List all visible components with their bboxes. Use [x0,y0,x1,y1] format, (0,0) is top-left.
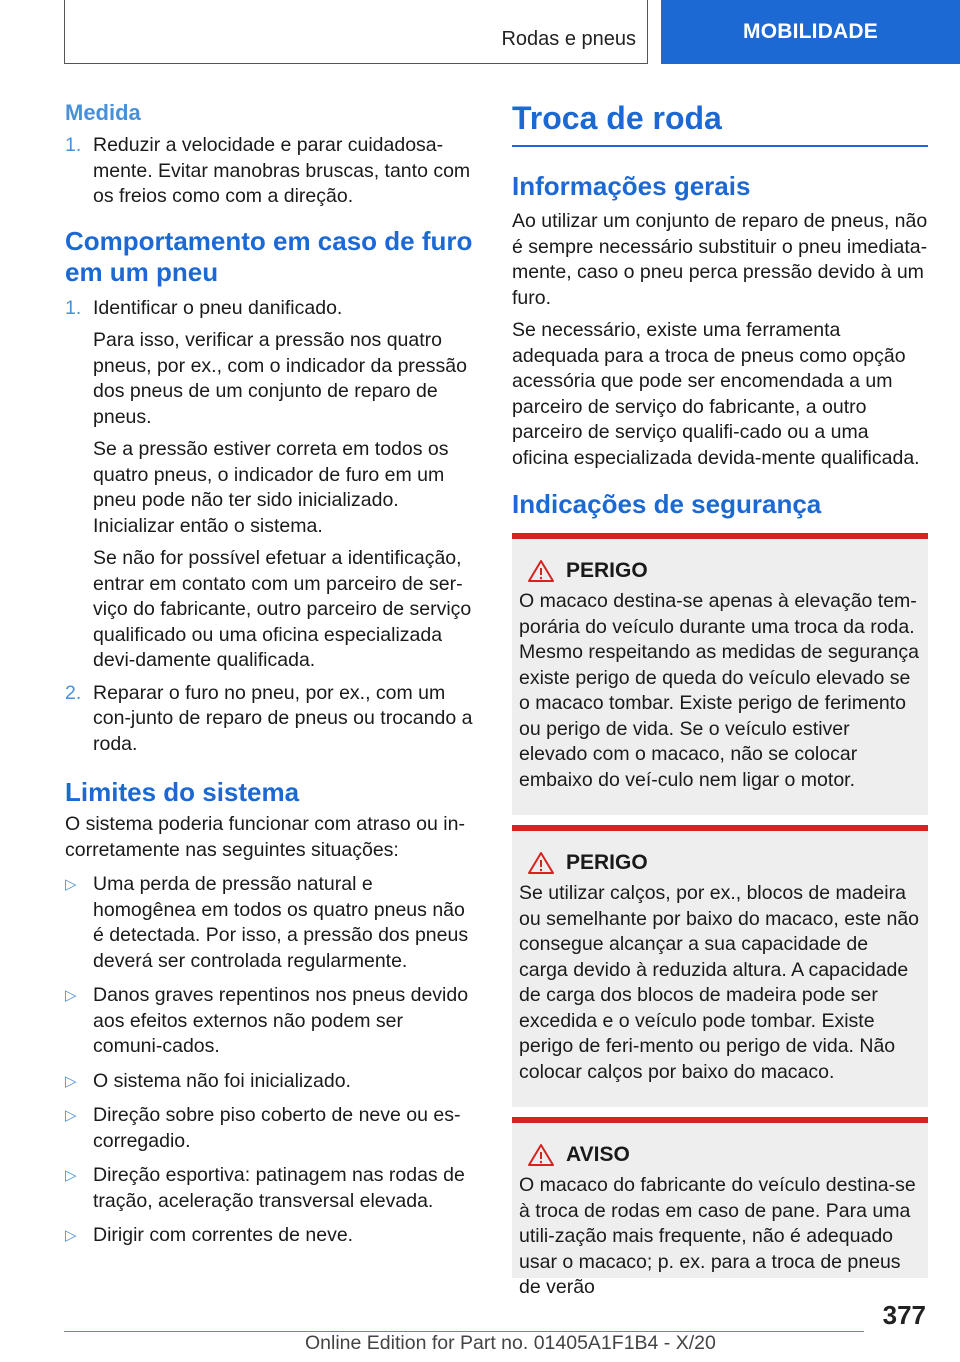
list-item [65,681,477,758]
warning-title: PERIGO [566,851,648,874]
step-text: Para isso, verificar a pressão nos quatro pneus, por ex., com o indicador da pressão dos pneus de um conjunto de reparo de pneus. [93,329,467,428]
warning-title: PERIGO [566,559,648,582]
footer-edition: Online Edition for Part no. 01405A1F1B4 - X/20 [305,1332,716,1354]
heading-troca-de-roda: Troca de roda [512,100,928,147]
step-text: Reparar o furo no pneu, por ex., com um con-junto de reparo de pneus ou trocando a roda. [93,681,473,755]
bullet-text: Direção esportiva: patinagem nas rodas de tração, aceleração transversal elevada. [93,1164,465,1212]
bullet-text: Danos graves repentinos nos pneus devido aos efeitos externos não podem ser comuni-cados. [93,984,469,1057]
warning-text: O macaco do fabricante do veículo destina-se à troca de rodas em caso de pane. Para uma utili-zação mais frequente, não é adequado usar o macaco; p. ex. para a troca de pneus de verão [519,1174,916,1298]
heading-limites: Limites do sistema [65,777,300,807]
bullet-triangle-icon: ▷ [65,1107,77,1124]
step-number: 1. [65,134,82,156]
heading-medida: Medida [65,100,141,125]
bullet-text: Direção sobre piso coberto de neve ou es-corregadio. [93,1104,461,1152]
warning-box-perigo-1 [512,533,928,815]
step-text: Se a pressão estiver correta em todos os quatro pneus, o indicador de furo em um pneu pode não ter sido inicializado. Inicializar então o sistema. [93,438,449,537]
warning-box-aviso [512,1117,928,1298]
warning-text: O macaco destina-se apenas à elevação tem-porária do veículo durante uma troca da roda. Mesmo respeitando as medidas de segurança existe perigo de queda do veículo elevado se o macaco tombar. Existe perigo de ferimento ou perigo de vida. Se o veículo estiver elevado com o macaco, não se colocar embaixo do veí-culo nem ligar o motor. [519,590,919,791]
page-number: 377 [882,1300,926,1330]
step-text: Identificar o pneu danificado. [93,296,343,319]
info-paragraph-1: Ao utilizar um conjunto de reparo de pneus, não é sempre necessário substituir o pneu imediata-mente, caso o pneu perca pressão devido à um furo. [512,210,928,309]
list-item [65,872,477,974]
bullet-triangle-icon: ▷ [65,876,77,893]
bullet-triangle-icon: ▷ [65,1072,77,1090]
bullet-triangle-icon: ▷ [65,1167,77,1184]
bullet-triangle-icon: ▷ [65,1227,77,1244]
bullet-text: Dirigir com correntes de neve. [93,1224,354,1246]
heading-comportamento: Comportamento em caso de furo em um pneu [65,225,473,287]
warning-triangle-icon [528,1143,554,1167]
list-item [65,1069,477,1095]
step-text: Se não for possível efetuar a identificação, entrar em contato com um parceiro de ser-viço do fabricante, outro parceiro de serviço qualificado ou uma oficina especializada devi-damente qualificada. [93,547,472,671]
bullet-text: Uma perda de pressão natural e homogênea em todos os quatro pneus não é detectada. Por isso, a pressão dos pneus deverá ser controlada regularmente. [93,873,469,972]
step-number: 2. [65,681,82,704]
info-paragraph-2: Se necessário, existe uma ferramenta adequada para a troca de pneus como opção acessória que pode ser encomendada a um parceiro de serviço do fabricante, a outro parceiro de serviço qualifi-cado ou a uma oficina especializada devida-mente qualificada. [512,319,920,469]
limites-list [65,872,477,1249]
bullet-triangle-icon: ▷ [65,987,77,1004]
list-item [65,983,477,1060]
list-item [65,296,477,674]
heading-informacoes-gerais: Informações gerais [512,171,751,201]
header-section-title: Rodas e pneus [501,28,636,50]
list-item [65,133,477,210]
warning-box-perigo-2 [512,825,928,1107]
step-number: 1. [65,296,82,319]
limites-intro: O sistema poderia funcionar com atraso ou in-corretamente nas seguintes situações: [65,813,465,861]
comportamento-steps [65,296,477,758]
step-text: Reduzir a velocidade e parar cuidadosa-mente. Evitar manobras bruscas, tanto com os freios como com a direção. [93,134,471,207]
list-item [65,1103,477,1154]
warning-triangle-icon [528,851,554,875]
right-column [512,100,928,520]
bullet-text: O sistema não foi inicializado. [93,1069,351,1092]
list-item [65,1163,477,1214]
warning-triangle-icon [528,559,554,583]
medida-steps [65,133,477,210]
left-column [65,100,477,1258]
list-item [65,1223,477,1249]
warning-title: AVISO [566,1143,630,1166]
header-chapter-tab[interactable]: MOBILIDADE [661,0,960,64]
heading-indicacoes-seguranca: Indicações de segurança [512,489,822,519]
warning-text: Se utilizar calços, por ex., blocos de madeira ou semelhante por baixo do macaco, este não consegue alcançar a sua capacidade de carga devido à reduzida altura. A capacidade de carga dos blocos de madeira pode ser excedida e o veículo pode tombar. Existe perigo de feri-mento ou perigo de vida. Não colocar calços por baixo do macaco. [519,882,920,1083]
